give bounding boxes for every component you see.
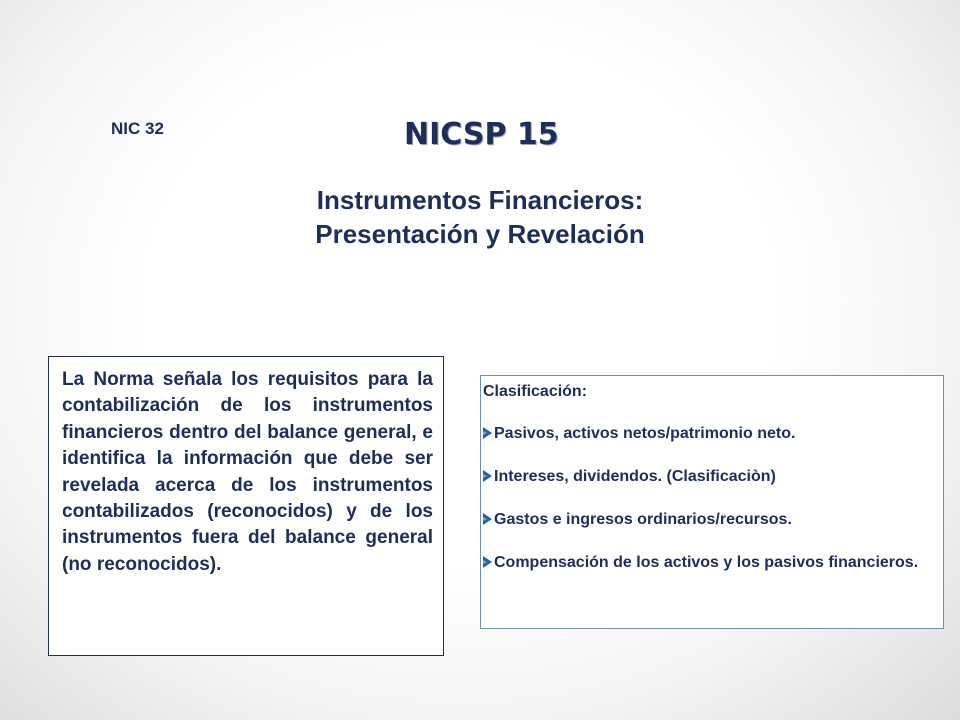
standard-title: NICSP 15 [404,117,559,152]
classification-list [483,424,941,573]
slide-subtitle [200,183,760,251]
arrow-bullet-icon [483,470,492,482]
list-item [483,510,941,530]
list-item [483,467,941,487]
nic-label: NIC 32 [111,119,164,138]
list-item [483,424,941,444]
arrow-bullet-icon [483,513,492,525]
description-text: La Norma señala los requisitos para la contabilización de los instrumentos financieros dentro del balance general, e identifica la información que debe ser revelada acerca de los instrumentos contabilizados (reconocidos) y de los instrumentos fuera del balance general (no reconocidos). [62,369,433,575]
subtitle-line-1: Instrumentos Financieros: [316,185,644,215]
classification-box [480,375,944,629]
arrow-bullet-icon [483,556,492,568]
classification-heading: Clasificación: [483,383,588,400]
list-item-text: Pasivos, activos netos/patrimonio neto. [494,425,796,442]
list-item-text: Compensación de los activos y los pasivos financieros. [494,554,919,571]
list-item-text: Intereses, dividendos. (Clasificaciòn) [494,468,776,485]
list-item-text: Gastos e ingresos ordinarios/recursos. [494,511,792,528]
arrow-bullet-icon [483,427,492,439]
list-item [483,553,941,573]
description-box [48,356,444,656]
subtitle-line-2: Presentación y Revelación [315,219,645,249]
